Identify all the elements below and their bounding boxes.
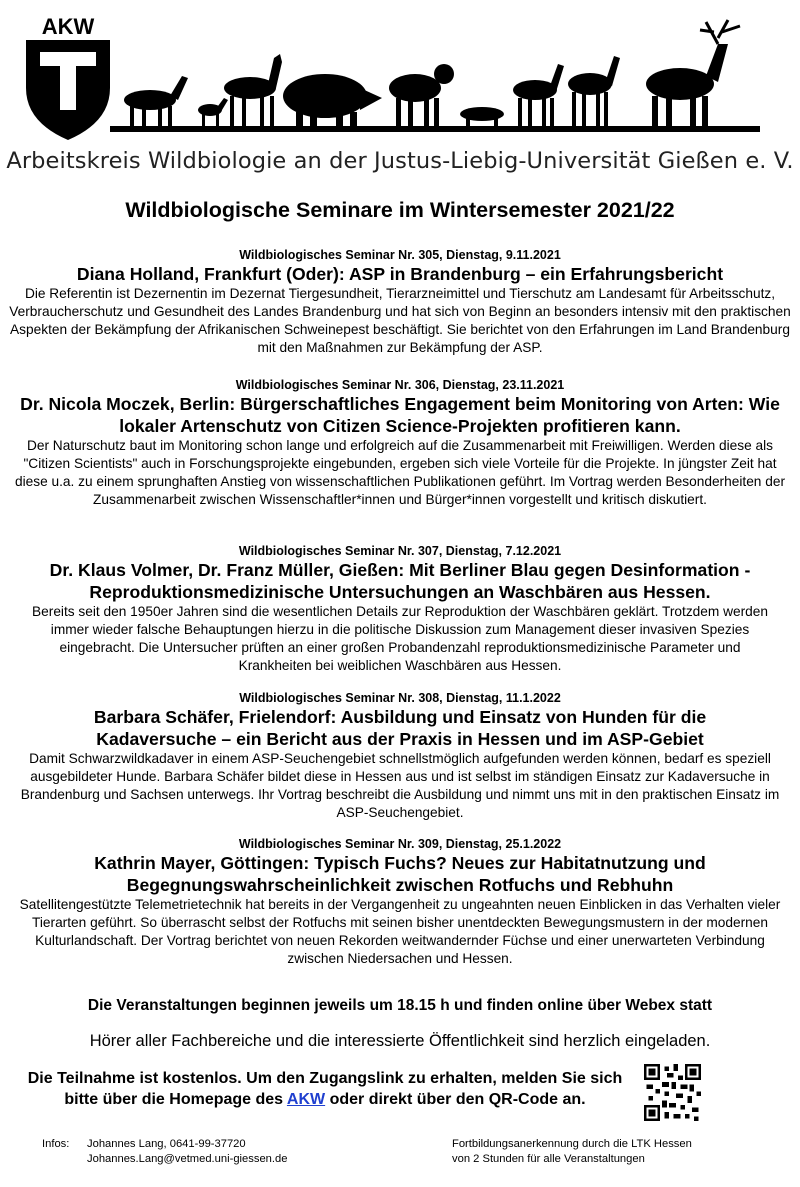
seminar-description: Damit Schwarzwildkadaver in einem ASP-Seuchengebiet schnellstmöglich aufgefunden werden können, bedarf es speziell ausgebildeter Hunde. Barbara Schäfer bildet diese in Hessen aus und ist selbst im ständigen Einsatz zur Kadaversuche in Brandenburg und Sachsen unterwegs. Ihr Vortrag beschreibt die Ausbildung und nimmt uns mit in den praktischen Einsatz im ASP-Seuchengebiet.	[20, 751, 780, 820]
seminar-heading: Wildbiologisches Seminar Nr. 305, Dienstag, 9.11.2021	[239, 248, 561, 262]
participation-text-end: oder direkt über den QR-Code an.	[325, 1091, 586, 1108]
seminar-title: Barbara Schäfer, Frielendorf: Ausbildung und Einsatz von Hunden für die Kadaversuche – ein Bericht aus der Praxis in Hessen und im ASP-Gebiet	[93, 707, 707, 749]
participation-text: Die Teilnahme ist kostenlos. Um den Zugangslink zu erhalten, melden Sie sich bitte über die Homepage des	[27, 1070, 623, 1108]
seminar-heading: Wildbiologisches Seminar Nr. 306, Dienstag, 23.11.2021	[235, 378, 565, 392]
seminar-description: Die Referentin ist Dezernentin im Dezernat Tiergesundheit, Tierarzneimittel und Tierschutz am Landesamt für Arbeitsschutz, Verbraucherschutz und Gesundheit des Landes Brandenburg und hat sich von Beginn an besonders intensiv mit den praktischen Aspekten der Bekämpfung der Afrikanischen Schweinepest beschäftigt. Sie berichtet von den Erfahrungen im Land Brandenburg mit den Maßnahmen zur Bekämpfung der ASP.	[9, 286, 791, 355]
seminar-heading: Wildbiologisches Seminar Nr. 309, Dienstag, 25.1.2022	[238, 837, 562, 851]
qr-code[interactable]	[644, 1064, 701, 1121]
seminar-heading: Wildbiologisches Seminar Nr. 307, Dienstag, 7.12.2021	[238, 544, 562, 558]
seminar-heading: Wildbiologisches Seminar Nr. 308, Dienstag, 11.1.2022	[239, 691, 561, 705]
seminar-description: Der Naturschutz baut im Monitoring schon lange und erfolgreich auf die Zusammenarbeit mit Freiwilligen. Werden diese als "Citizen Scientists" auch in Forschungsprojekte eingebunden, ergeben sich viele Vorteile für die Projekte. In jüngster Zeit hat diese u.a. zu einem sprunghaften Anstieg von wissenschaftlichen Publikationen geführt. Im Vortrag werden Besonderheiten der Zusammenarbeit zwischen Wissenschaftler*innen und Bürger*innen vorgestellt und kritisch diskutiert.	[14, 438, 785, 507]
seminar-title: Kathrin Mayer, Göttingen: Typisch Fuchs? Neues zur Habitatnutzung und Begegnungswahrscheinlichkeit zwischen Rotfuchs und Rebhuhn	[94, 853, 706, 895]
seminar-description: Satellitengestützte Telemetrietechnik hat bereits in der Vergangenheit zu ungeahnten neuen Einblicken in das Verhalten vieler Tierarten geführt. So überrascht selbst der Rotfuchs mit seinen bisher unentdeckten Bewegungsmustern in der modernen Kulturlandschaft. Der Vortrag berichtet von neuen Rekorden weitwandernder Füchse und einer unerwarteten Verbindung zwischen Niedersachen und Hessen.	[19, 897, 781, 966]
seminar-title: Dr. Klaus Volmer, Dr. Franz Müller, Gießen: Mit Berliner Blau gegen Desinformation - Reproduktionsmedizinische Untersuchungen an Waschbären aus Hessen.	[49, 560, 751, 602]
infos-label: Infos:	[42, 1138, 70, 1150]
akw-logo	[22, 10, 114, 142]
event-time-notice: Die Veranstaltungen beginnen jeweils um 18.15 h und finden online über Webex statt	[87, 997, 713, 1014]
akw-homepage-link[interactable]: AKW	[286, 1091, 326, 1108]
seminar-description: Bereits seit den 1950er Jahren sind die wesentlichen Details zur Reproduktion der Waschbären geklärt. Trotzdem werden immer wieder falsche Behauptungen hierzu in die politische Diskussion zum Management dieser invasiven Spezies eingebracht. Die Untersucher prüften an einer großen Probandenzahl reproduktionsmedizinische Parameter und Krankheiten bei weiblichen Waschbären aus Hessen.	[32, 604, 768, 673]
page-title: Wildbiologische Seminare im Wintersemester 2021/22	[125, 198, 675, 222]
contact-name-phone: Johannes Lang, 0641-99-37720	[87, 1138, 246, 1150]
seminar-title: Dr. Nicola Moczek, Berlin: Bürgerschaftliches Engagement beim Monitoring von Arten: Wie lokaler Artenschutz von Citizen Science-Projekten profitieren kann.	[20, 394, 780, 436]
invitation-notice: Hörer aller Fachbereiche und die interessierte Öffentlichkeit sind herzlich eingeladen.	[89, 1032, 711, 1050]
footer-credit	[452, 1137, 692, 1167]
seminar-entry	[0, 836, 800, 968]
animal-silhouettes-banner	[110, 18, 760, 140]
credit-line: von 2 Stunden für alle Veranstaltungen	[452, 1153, 645, 1165]
seminar-entry	[0, 377, 800, 509]
organization-name: Arbeitskreis Wildbiologie an der Justus-Liebig-Universität Gießen e. V.	[6, 148, 794, 174]
participation-notice	[20, 1068, 630, 1110]
credit-line: Fortbildungsanerkennung durch die LTK Hessen	[452, 1138, 692, 1150]
seminar-entry	[0, 247, 800, 357]
seminar-entry	[0, 543, 800, 675]
seminar-entry	[0, 690, 800, 822]
footer-contact	[42, 1137, 287, 1167]
logo-text: AKW	[41, 14, 95, 39]
page-header	[0, 0, 800, 185]
seminar-title: Diana Holland, Frankfurt (Oder): ASP in Brandenburg – ein Erfahrungsbericht	[76, 264, 724, 284]
contact-email[interactable]: Johannes.Lang@vetmed.uni-giessen.de	[87, 1153, 288, 1165]
